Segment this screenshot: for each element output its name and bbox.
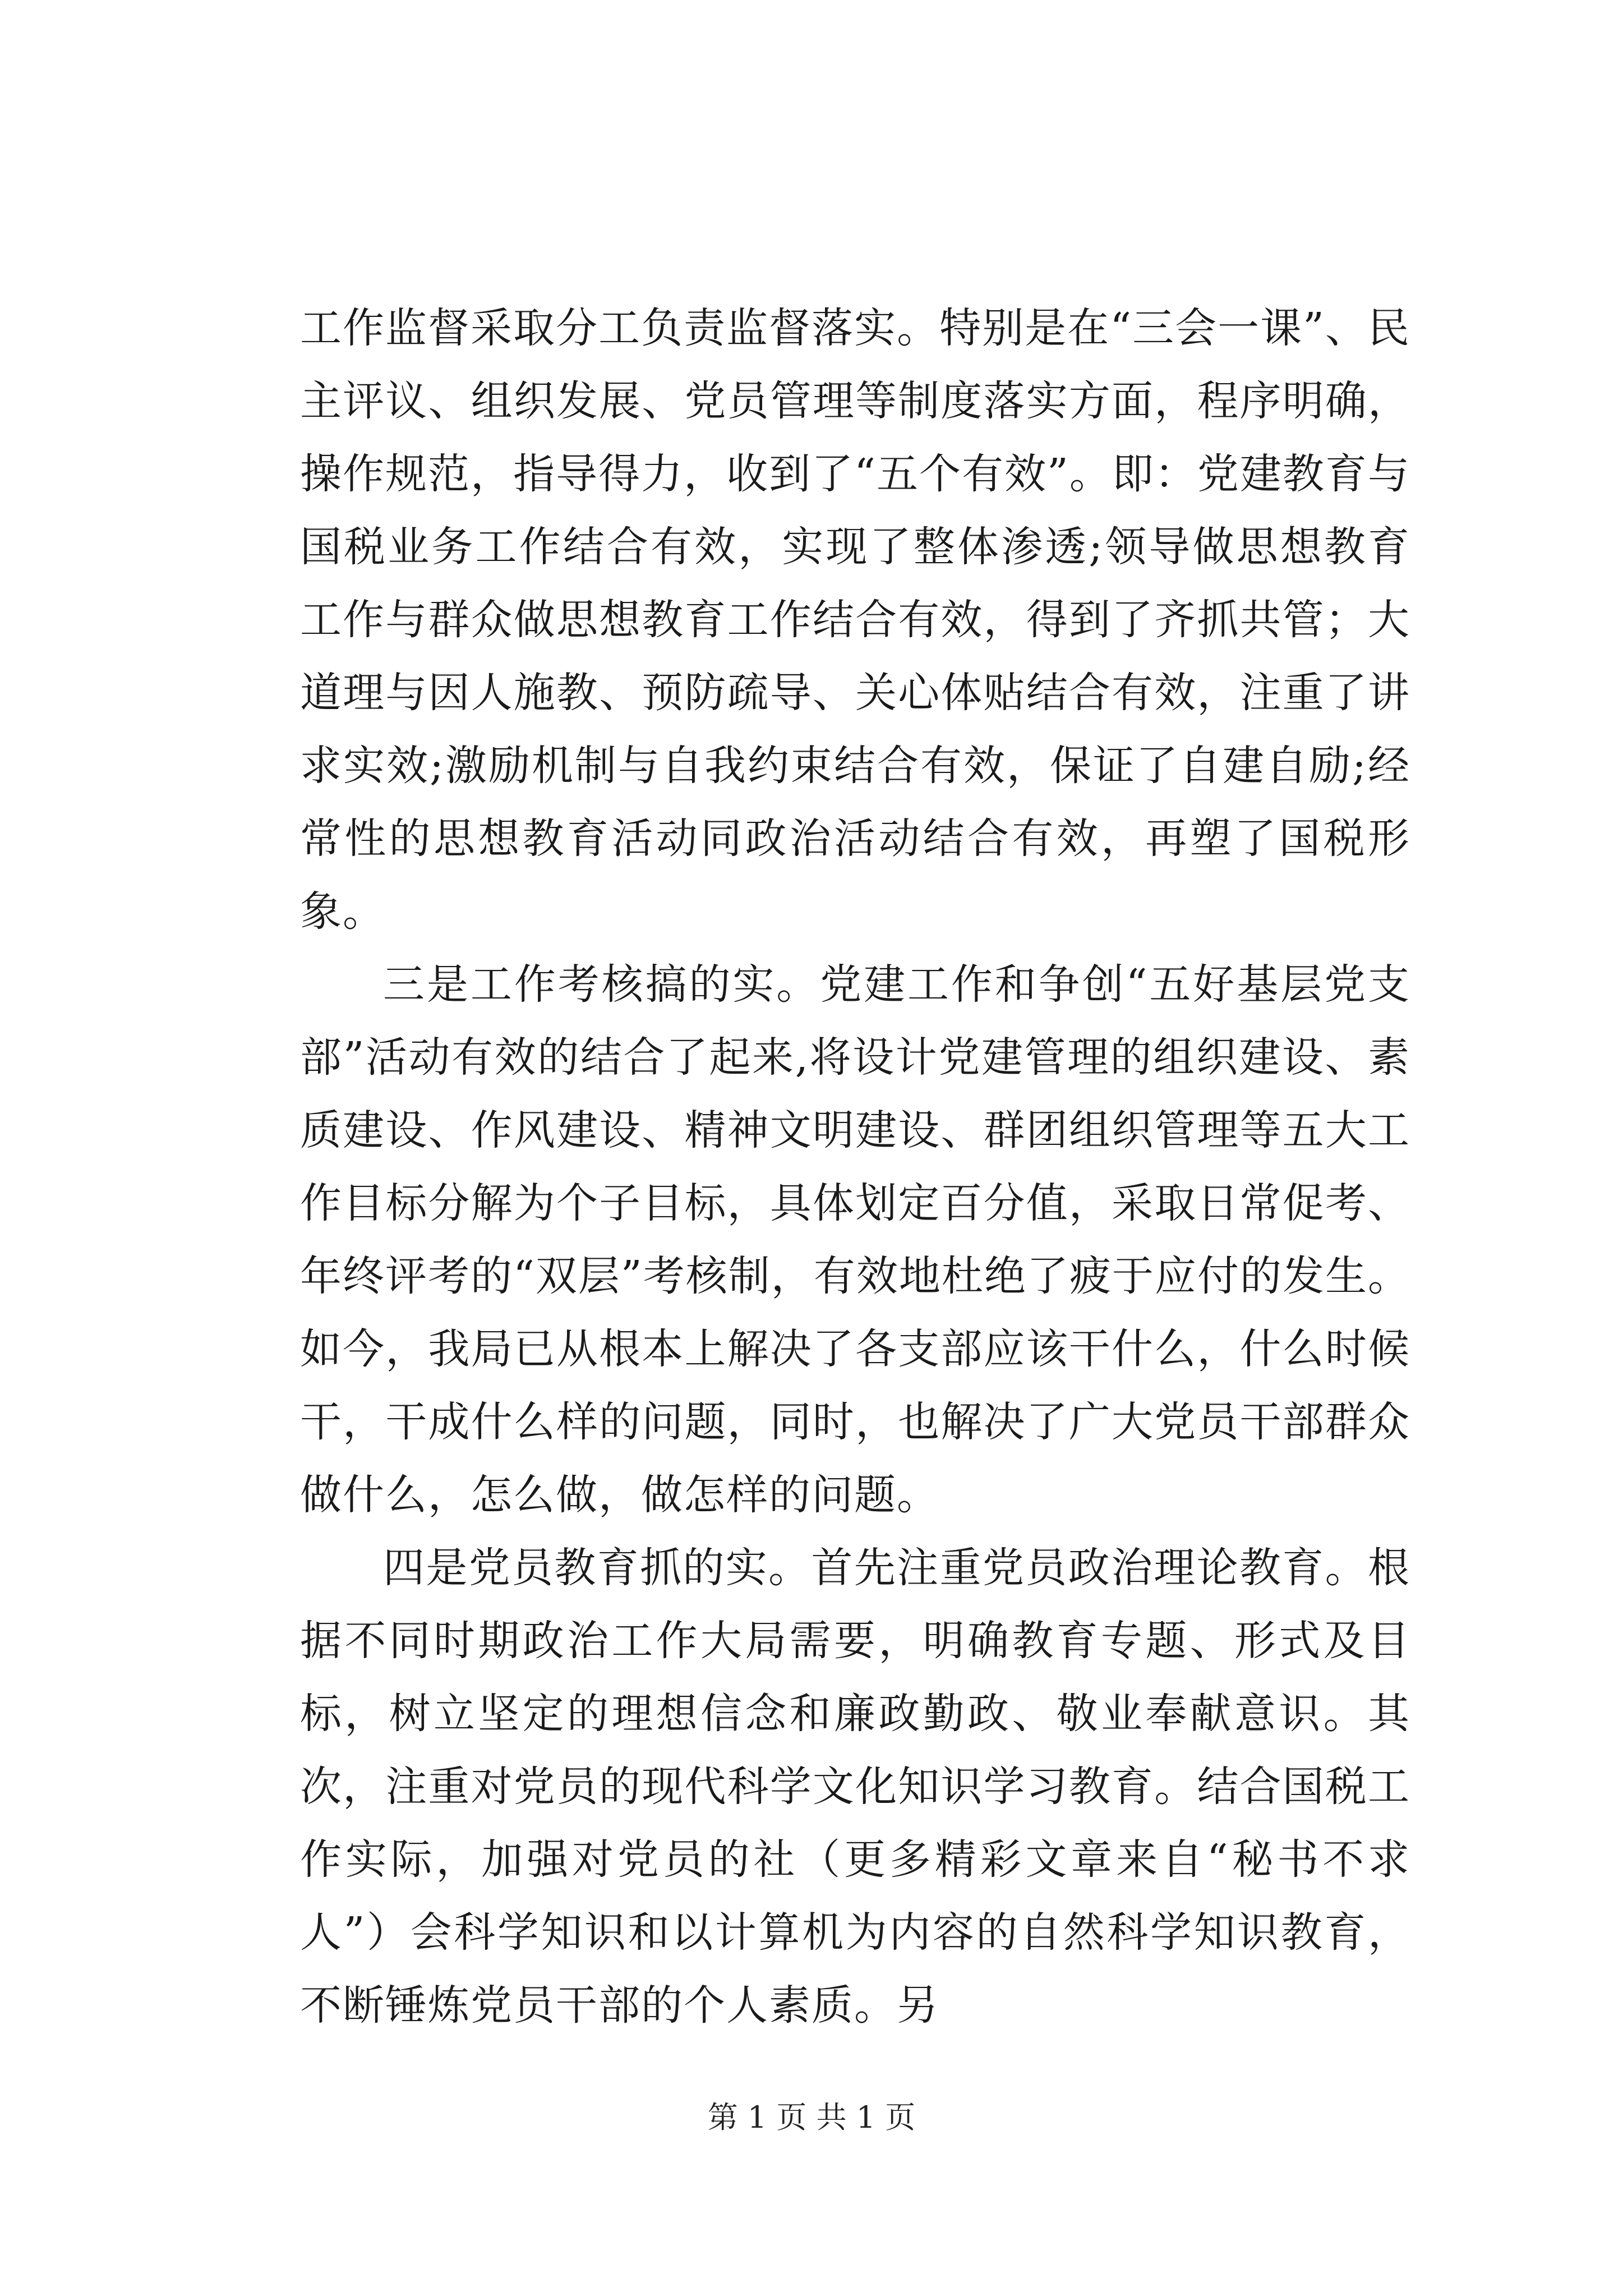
paragraph-2: 三是工作考核搞的实。党建工作和争创“五好基层党支部”活动有效的结合了起来,将设计党建管理的组织建设、素质建设、作风建设、精神文明建设、群团组织管理等五大工作目标分解为个子目标，具体划定百分值，采取日常促考、年终评考的“双层”考核制，有效地杜绝了疲于应付的发生。如今，我局已从根本上解决了各支部应该干什么，什么时候干，干成什么样的问题，同时，也解决了广大党员干部群众做什么，怎么做，做怎样的问题。 xyxy=(300,960,1410,1519)
paragraph-1: 工作监督采取分工负责监督落实。特别是在“三会一课”、民主评议、组织发展、党员管理等制度落实方面，程序明确，操作规范，指导得力，收到了“五个有效”。即：党建教育与国税业务工作结合有效，实现了整体渗透;领导做思想教育工作与群众做思想教育工作结合有效，得到了齐抓共管；大道理与因人施教、预防疏导、关心体贴结合有效，注重了讲求实效;激励机制与自我约束结合有效，保证了自建自励;经常性的思想教育活动同政治活动结合有效，再塑了国税形象。 xyxy=(300,304,1410,936)
paragraph-3: 四是党员教育抓的实。首先注重党员政治理论教育。根据不同时期政治工作大局需要，明确教育专题、形式及目标，树立坚定的理想信念和廉政勤政、敬业奉献意识。其次，注重对党员的现代科学文化知识学习教育。结合国税工作实际，加强对党员的社（更多精彩文章来自“秘书不求人”）会科学知识和以计算机为内容的自然科学知识教育，不断锤炼党员干部的个人素质。另 xyxy=(300,1544,1410,2030)
page-footer: 第 1 页 共 1 页 xyxy=(707,2100,916,2135)
document-body xyxy=(300,292,1410,2042)
